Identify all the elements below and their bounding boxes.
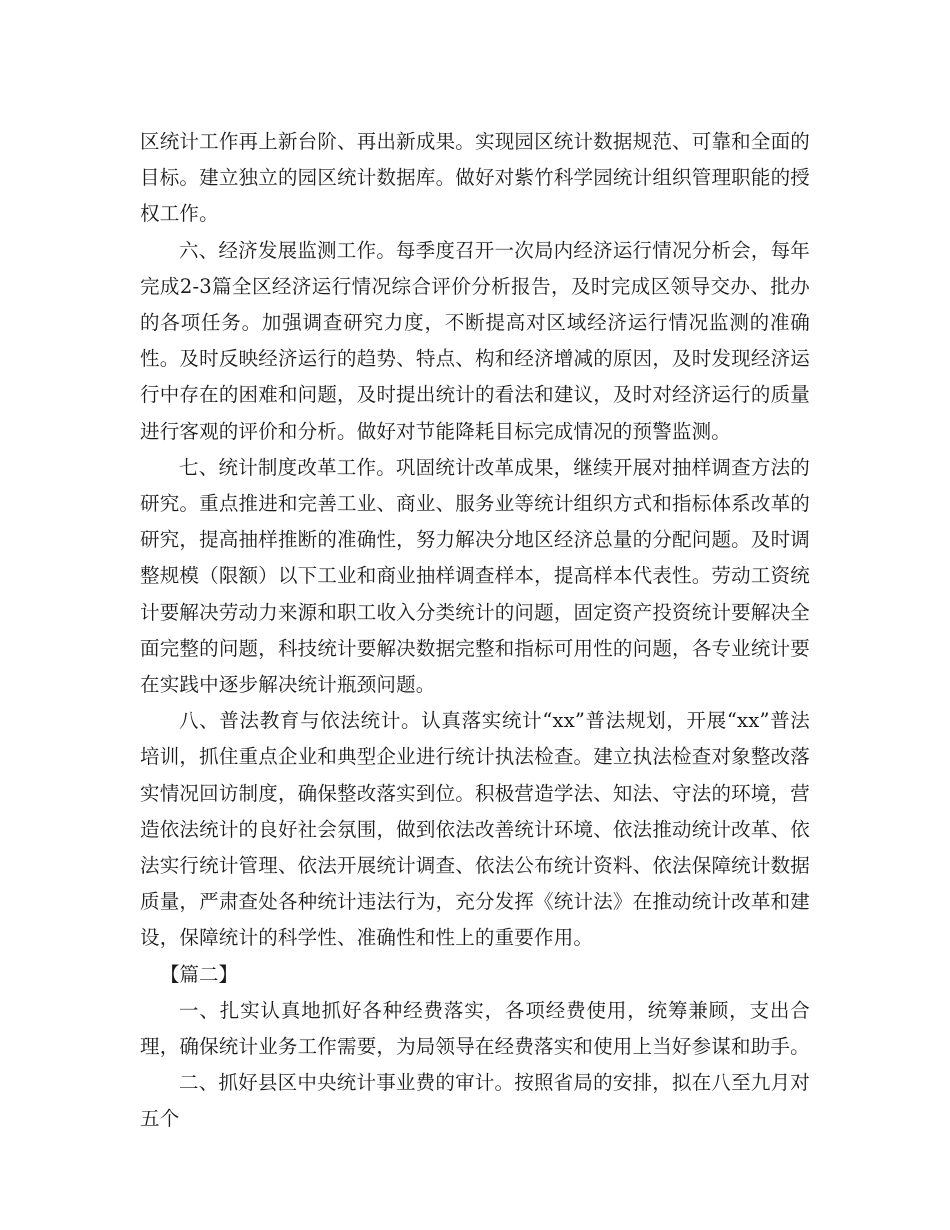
paragraph-section-8: 八、普法教育与依法统计。认真落实统计“xx”普法规划，开展“xx”普法培训，抓住重点企业和典型企业进行统计执法检查。建立执法检查对象整改落实情况回访制度，确保整改落实到位。积极营造学法、知法、守法的环境，营造依法统计的良好社会氛围，做到依法改善统计环境、依法推动统计改革、依法实行统计管理、依法开展统计调查、依法公布统计资料、依法保障统计数据质量，严肃查处各种统计违法行为，充分发挥《统计法》在推动统计改革和建设，保障统计的科学性、准确性和性上的重要作用。 [140, 709, 810, 950]
paragraph-section-6: 六、经济发展监测工作。每季度召开一次局内经济运行情况分析会，每年完成2-3篇全区经济运行情况综合评价分析报告，及时完成区领导交办、批办的各项任务。加强调查研究力度，不断提高对区域经济运行情况监测的准确性。及时反映经济运行的趋势、特点、构和经济增减的原因，及时发现经济运行中存在的困难和问题，及时提出统计的看法和建议，及时对经济运行的质量进行客观的评价和分析。做好对节能降耗目标完成情况的预警监测。 [140, 238, 810, 443]
paragraph-continuation: 区统计工作再上新台阶、再出新成果。实现园区统计数据规范、可靠和全面的目标。建立独立的园区统计数据库。做好对紫竹科学园统计组织管理职能的授权工作。 [140, 130, 810, 226]
section-heading-part-two: 【篇二】 [160, 962, 239, 986]
paragraph-part-two-item-2: 二、抓好县区中央统计事业费的审计。按照省局的安排，拟在八至九月对五个 [140, 1071, 810, 1131]
paragraph-section-7: 七、统计制度改革工作。巩固统计改革成果，继续开展对抽样调查方法的研究。重点推进和完善工业、商业、服务业等统计组织方式和指标体系改革的研究，提高抽样推断的准确性，努力解决分地区经济总量的分配问题。及时调整规模（限额）以下工业和商业抽样调查样本，提高样本代表性。劳动工资统计要解决劳动力来源和职工收入分类统计的问题，固定资产投资统计要解决全面完整的问题，科技统计要解决数据完整和指标可用性的问题，各专业统计要在实践中逐步解决统计瓶颈问题。 [140, 455, 810, 697]
paragraph-part-two-item-1: 一、扎实认真地抓好各种经费落实，各项经费使用，统筹兼顾，支出合理，确保统计业务工作需要，为局领导在经费落实和使用上当好参谋和助手。 [140, 998, 810, 1059]
